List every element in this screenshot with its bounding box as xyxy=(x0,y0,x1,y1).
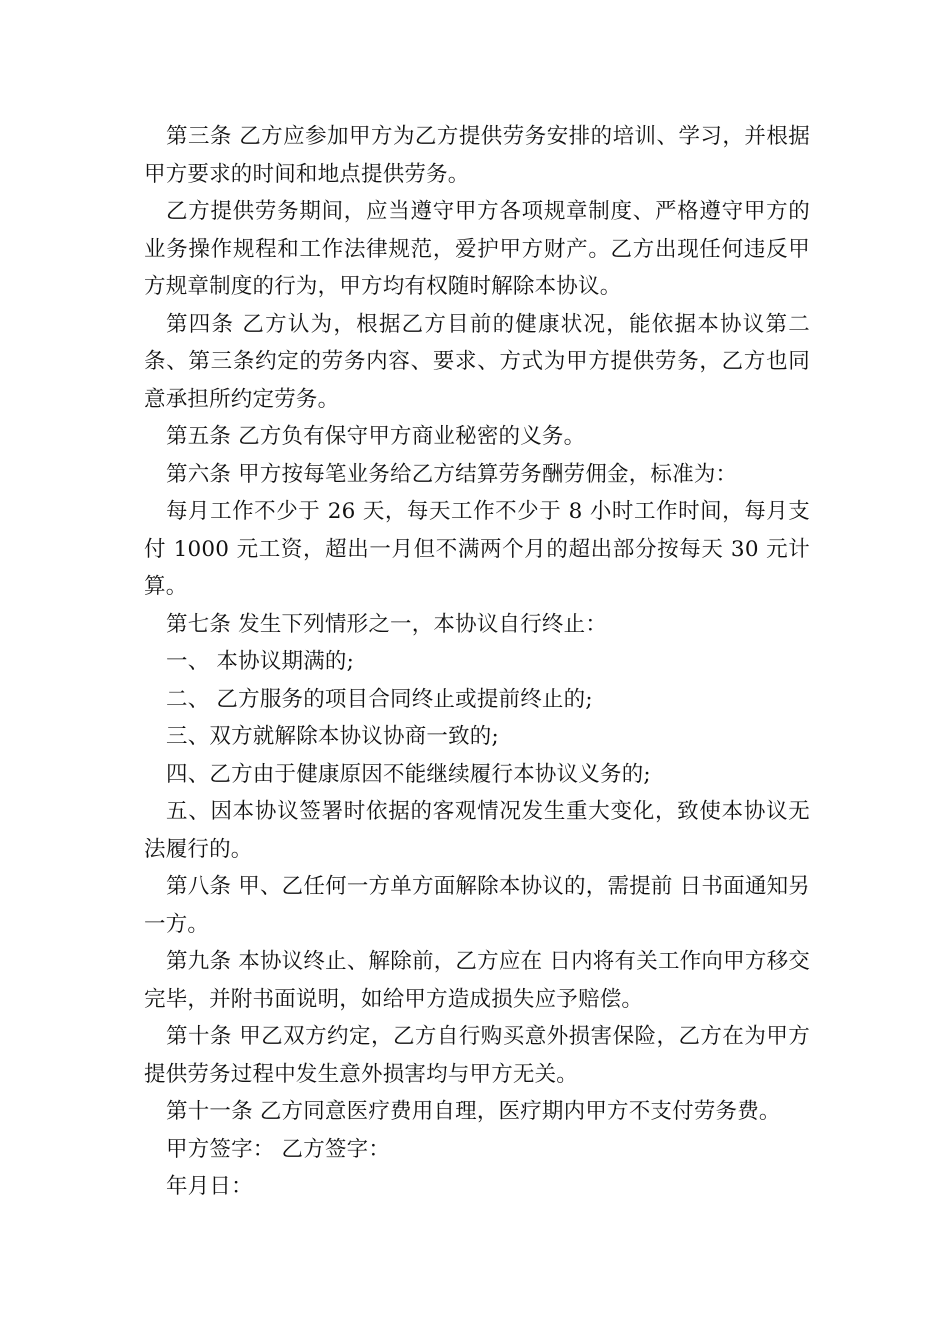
payment-standard-paragraph: 每月工作不少于 26 天，每天工作不少于 8 小时工作时间，每月支付 1000 元工资，超出一月但不满两个月的超出部分按每天 30 元计算。 xyxy=(144,499,810,599)
date-line: 年月日： xyxy=(166,1174,253,1199)
clause-6-paragraph: 第六条 甲方按每笔业务给乙方结算劳务酬劳佣金，标准为： xyxy=(166,461,738,487)
document-body xyxy=(144,118,810,1206)
clause-11-paragraph: 第十一条 乙方同意医疗费用自理，医疗期内甲方不支付劳务费。 xyxy=(166,1099,781,1124)
signature-line: 甲方签字： 乙方签字： xyxy=(166,1136,391,1162)
clause-10-paragraph: 第十条 甲乙双方约定，乙方自行购买意外损害保险，乙方在为甲方提供劳务过程中发生意外损害均与甲方无关。 xyxy=(144,1024,810,1087)
termination-item-1: 一、 本协议期满的; xyxy=(166,649,355,674)
clause-3-rules-paragraph: 乙方提供劳务期间，应当遵守甲方各项规章制度、严格遵守甲方的业务操作规程和工作法律规范，爱护甲方财产。乙方出现任何违反甲方规章制度的行为，甲方均有权随时解除本协议。 xyxy=(144,199,810,299)
termination-item-3: 三、双方就解除本协议协商一致的; xyxy=(166,724,499,749)
clause-5-paragraph: 第五条 乙方负有保守甲方商业秘密的义务。 xyxy=(166,424,586,449)
termination-item-2: 二、 乙方服务的项目合同终止或提前终止的; xyxy=(166,686,593,712)
termination-item-5: 五、因本协议签署时依据的客观情况发生重大变化，致使本协议无法履行的。 xyxy=(144,799,810,862)
clause-7-paragraph: 第七条 发生下列情形之一，本协议自行终止： xyxy=(166,611,608,637)
clause-4-paragraph: 第四条 乙方认为，根据乙方目前的健康状况，能依据本协议第二条、第三条约定的劳务内容、要求、方式为甲方提供劳务，乙方也同意承担所约定劳务。 xyxy=(144,311,810,412)
termination-item-4: 四、乙方由于健康原因不能继续履行本协议义务的; xyxy=(166,761,651,787)
clause-8-paragraph: 第八条 甲、乙任何一方单方面解除本协议的，需提前 日书面通知另一方。 xyxy=(144,874,810,937)
clause-9-paragraph: 第九条 本协议终止、解除前，乙方应在 日内将有关工作向甲方移交完毕，并附书面说明，如给甲方造成损失应予赔偿。 xyxy=(144,949,810,1012)
clause-3-paragraph: 第三条 乙方应参加甲方为乙方提供劳务安排的培训、学习，并根据甲方要求的时间和地点提供劳务。 xyxy=(144,124,810,187)
